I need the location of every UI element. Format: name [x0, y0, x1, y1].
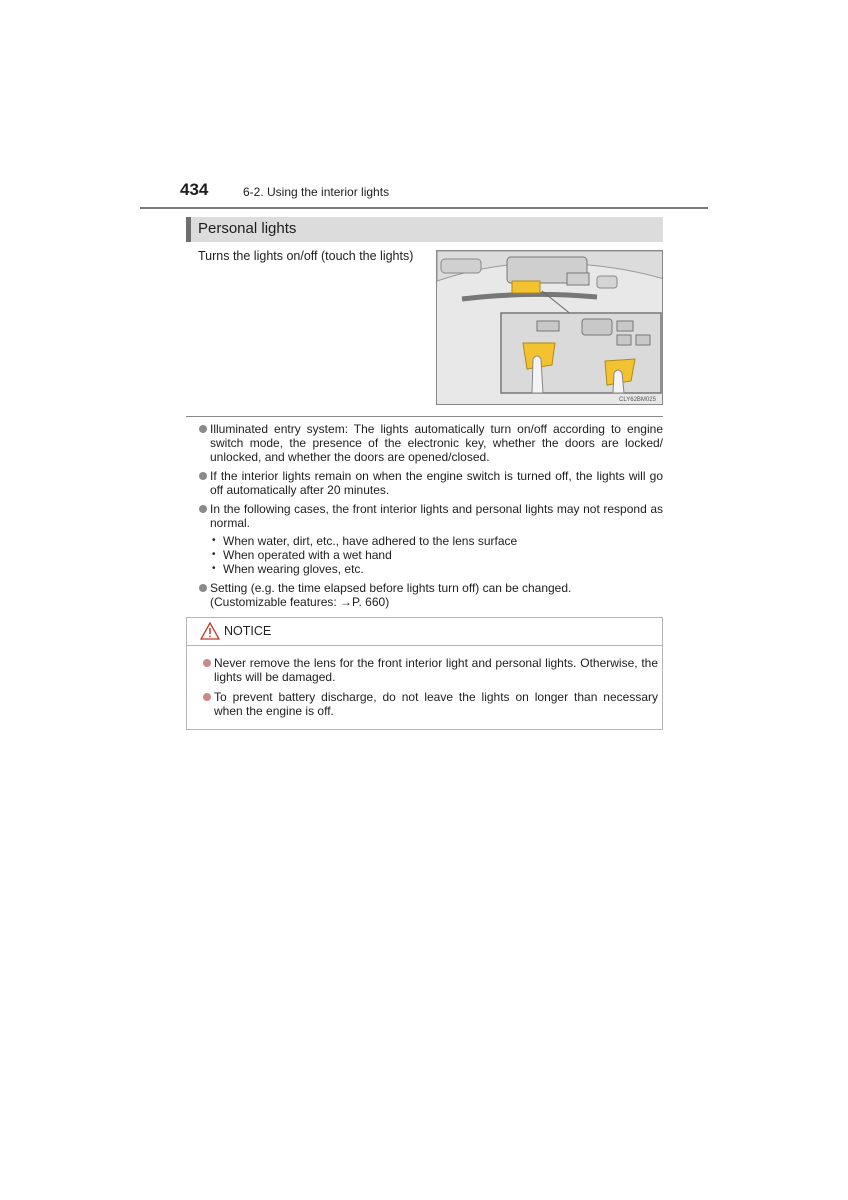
- list-item: If the interior lights remain on when the engine switch is turned off, the lights will go off automatically after 20 minutes.: [199, 469, 663, 497]
- sub-list-item: • When water, dirt, etc., have adhered to the lens surface: [210, 534, 663, 548]
- notice-box: [186, 617, 663, 730]
- figure-code: CLY62BM025: [619, 397, 656, 403]
- header-rule: [140, 207, 708, 209]
- notice-label: NOTICE: [224, 624, 272, 638]
- page-header: [180, 180, 708, 208]
- bullet-icon: [203, 693, 211, 701]
- list-item: Setting (e.g. the time elapsed before lights turn off) can be changed. (Customizable features: →P. 660): [199, 581, 663, 609]
- bullet-icon: [199, 505, 207, 513]
- notice-body: [203, 656, 658, 724]
- section-title-text: Personal lights: [198, 220, 297, 237]
- figure-caption: Turns the lights on/off (touch the lights): [198, 249, 414, 263]
- bullet-icon: [203, 659, 211, 667]
- section-title: [186, 217, 663, 242]
- bullet-icon: [199, 472, 207, 480]
- personal-lights-illustration: [436, 250, 663, 405]
- bullet-icon: [199, 584, 207, 592]
- notice-header: [187, 618, 662, 646]
- sub-list-item: • When operated with a wet hand: [210, 548, 663, 562]
- info-bullets: [199, 422, 663, 614]
- warning-triangle-icon: [200, 622, 220, 640]
- list-item: Illuminated entry system: The lights automatically turn on/off according to engine switch mode, the presence of the electronic key, whether the doors are locked/ unlocked, and whether the doors are opened/closed.: [199, 422, 663, 464]
- bullet-icon: [199, 425, 207, 433]
- page-number: 434: [180, 180, 209, 199]
- chapter-title: 6-2. Using the interior lights: [243, 185, 390, 199]
- sub-list: [210, 534, 663, 576]
- list-item: Never remove the lens for the front interior light and personal lights. Otherwise, the lights will be damaged.: [203, 656, 658, 684]
- list-item: In the following cases, the front interior lights and personal lights may not respond as normal. • When water, dirt, etc., have adhered to the lens surface • When operated with a wet hand • When wearing gloves, etc.: [199, 502, 663, 576]
- section-divider: [186, 416, 663, 417]
- cross-reference: (Customizable features: →P. 660): [210, 595, 390, 609]
- list-item: To prevent battery discharge, do not leave the lights on longer than necessary when the engine is off.: [203, 690, 658, 718]
- sub-list-item: • When wearing gloves, etc.: [210, 562, 663, 576]
- overhead-console-image: [437, 251, 663, 405]
